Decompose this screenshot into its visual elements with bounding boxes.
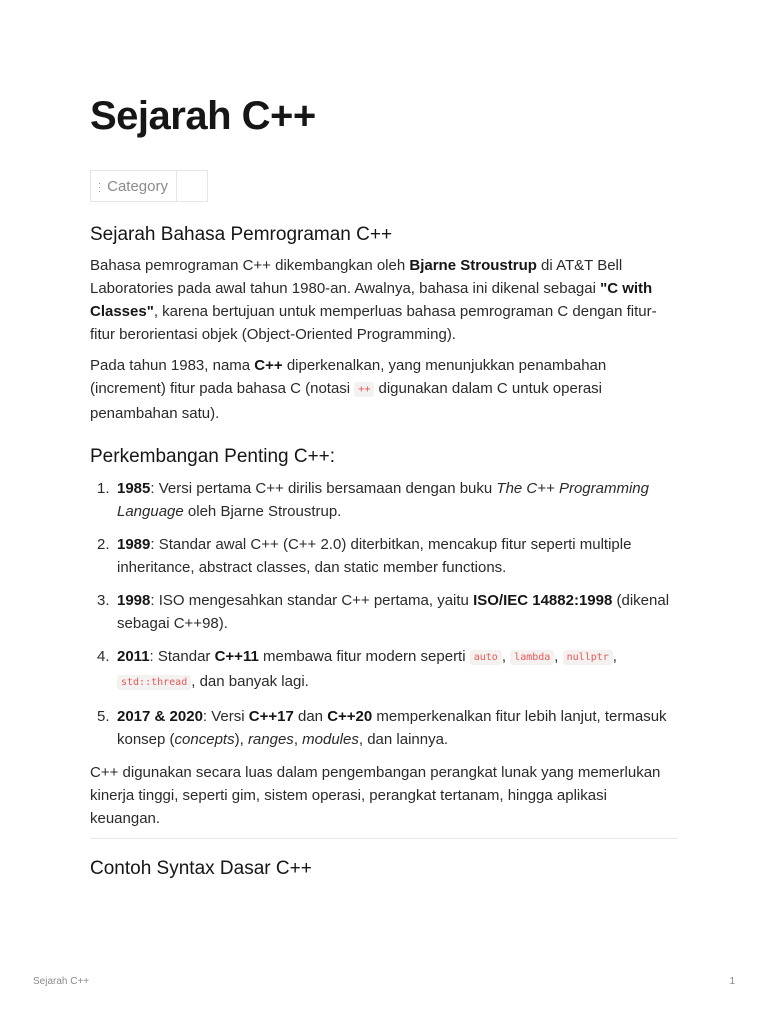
text-run: : Standar awal C++ (C++ 2.0) diterbitkan, mencakup fitur seperti multiple inheritance, abstract classes, dan static member functions. [117,536,632,576]
text-run: , [554,648,563,665]
page-title: Sejarah C++ [90,94,316,138]
list-item [90,477,680,523]
section-heading-syntax: Contoh Syntax Dasar C++ [90,858,312,879]
bold-text: C++17 [248,708,294,725]
bold-text: 1998 [117,592,151,609]
text-run: ), [234,731,248,748]
text-run: : Versi [202,708,249,725]
category-cell[interactable] [91,171,177,201]
text-run: Bahasa pemrograman C++ dikembangkan oleh [90,257,410,274]
inline-code: std::thread [117,675,191,690]
text-run: digunakan dalam C untuk operasi penambahan satu). [90,380,602,422]
history-paragraph-2 [90,354,680,425]
italic-text: The C++ Programming Language [117,480,649,520]
divider [90,838,678,839]
inline-code: ++ [354,382,374,397]
category-property[interactable] [90,170,208,202]
text-run: , [612,648,617,665]
section-heading-history: Sejarah Bahasa Pemrograman C++ [90,224,393,245]
text-run: membawa fitur modern seperti [258,648,470,665]
inline-code: auto [470,650,502,665]
text-run: memperkenalkan fitur lebih lanjut, termasuk konsep ( [117,708,667,748]
list-number: 5. [97,708,110,725]
text-run: (dikenal sebagai C++98). [117,592,670,632]
bold-text: C++11 [214,648,259,665]
document-body [90,222,680,882]
bold-text: ISO/IEC 14882:1998 [473,592,613,609]
text-run: di AT&T Bell Laboratories pada awal tahun 1980-an. Awalnya, bahasa ini dikenal sebagai [90,257,623,297]
footer-title: Sejarah C++ [33,976,90,987]
list-number: 3. [97,592,110,609]
text-run: dan [293,708,328,725]
list-number: 2. [97,536,110,553]
category-label: Category [107,177,168,195]
text-run: , karena bertujuan untuk memperluas bahasa pemrograman C dengan fitur-fitur berorientasi objek (Object-Oriented Programming). [90,303,657,343]
closing-paragraph: C++ digunakan secara luas dalam pengembangan perangkat lunak yang memerlukan kinerja tinggi, seperti gim, sistem operasi, perangkat tertanam, hingga aplikasi keuangan. [90,764,661,827]
bold-text: 1985 [117,480,151,497]
text-run: : Versi pertama C++ dirilis bersamaan dengan buku [150,480,497,497]
bold-text: Bjarne Stroustrup [409,257,537,274]
page-footer [33,976,735,987]
italic-text: ranges [247,731,294,748]
bold-text: 2017 & 2020 [117,708,203,725]
list-number: 4. [97,648,110,665]
bold-text: C++ [254,357,283,374]
text-run: Pada tahun 1983, nama [90,357,255,374]
milestones-list [90,477,680,751]
bold-text: 1989 [117,536,151,553]
text-run: , [501,648,511,665]
list-item [90,533,680,579]
text-run: diperkenalkan, yang menunjukkan penambahan (increment) fitur pada bahasa C (notasi [90,357,607,397]
list-number: 1. [97,480,110,497]
section-heading-milestones: Perkembangan Penting C++: [90,446,336,467]
text-run: , dan banyak lagi. [191,673,309,690]
list-item [90,589,680,635]
inline-code: nullptr [563,650,613,665]
bold-text: 2011 [117,648,150,665]
bold-text: "C with Classes" [90,280,653,320]
list-item [90,705,680,751]
inline-code: lambda [510,650,554,665]
list-item [90,645,680,695]
history-paragraph-1 [90,254,680,346]
text-run: , [293,731,303,748]
italic-text: modules [302,731,359,748]
text-run: , dan lainnya. [358,731,449,748]
text-run: : ISO mengesahkan standar C++ pertama, yaitu [150,592,474,609]
text-run: : Standar [149,648,215,665]
page-number: 1 [729,976,735,987]
italic-text: concepts [174,731,235,748]
text-run: oleh Bjarne Stroustrup. [183,503,342,520]
bold-text: C++20 [327,708,373,725]
